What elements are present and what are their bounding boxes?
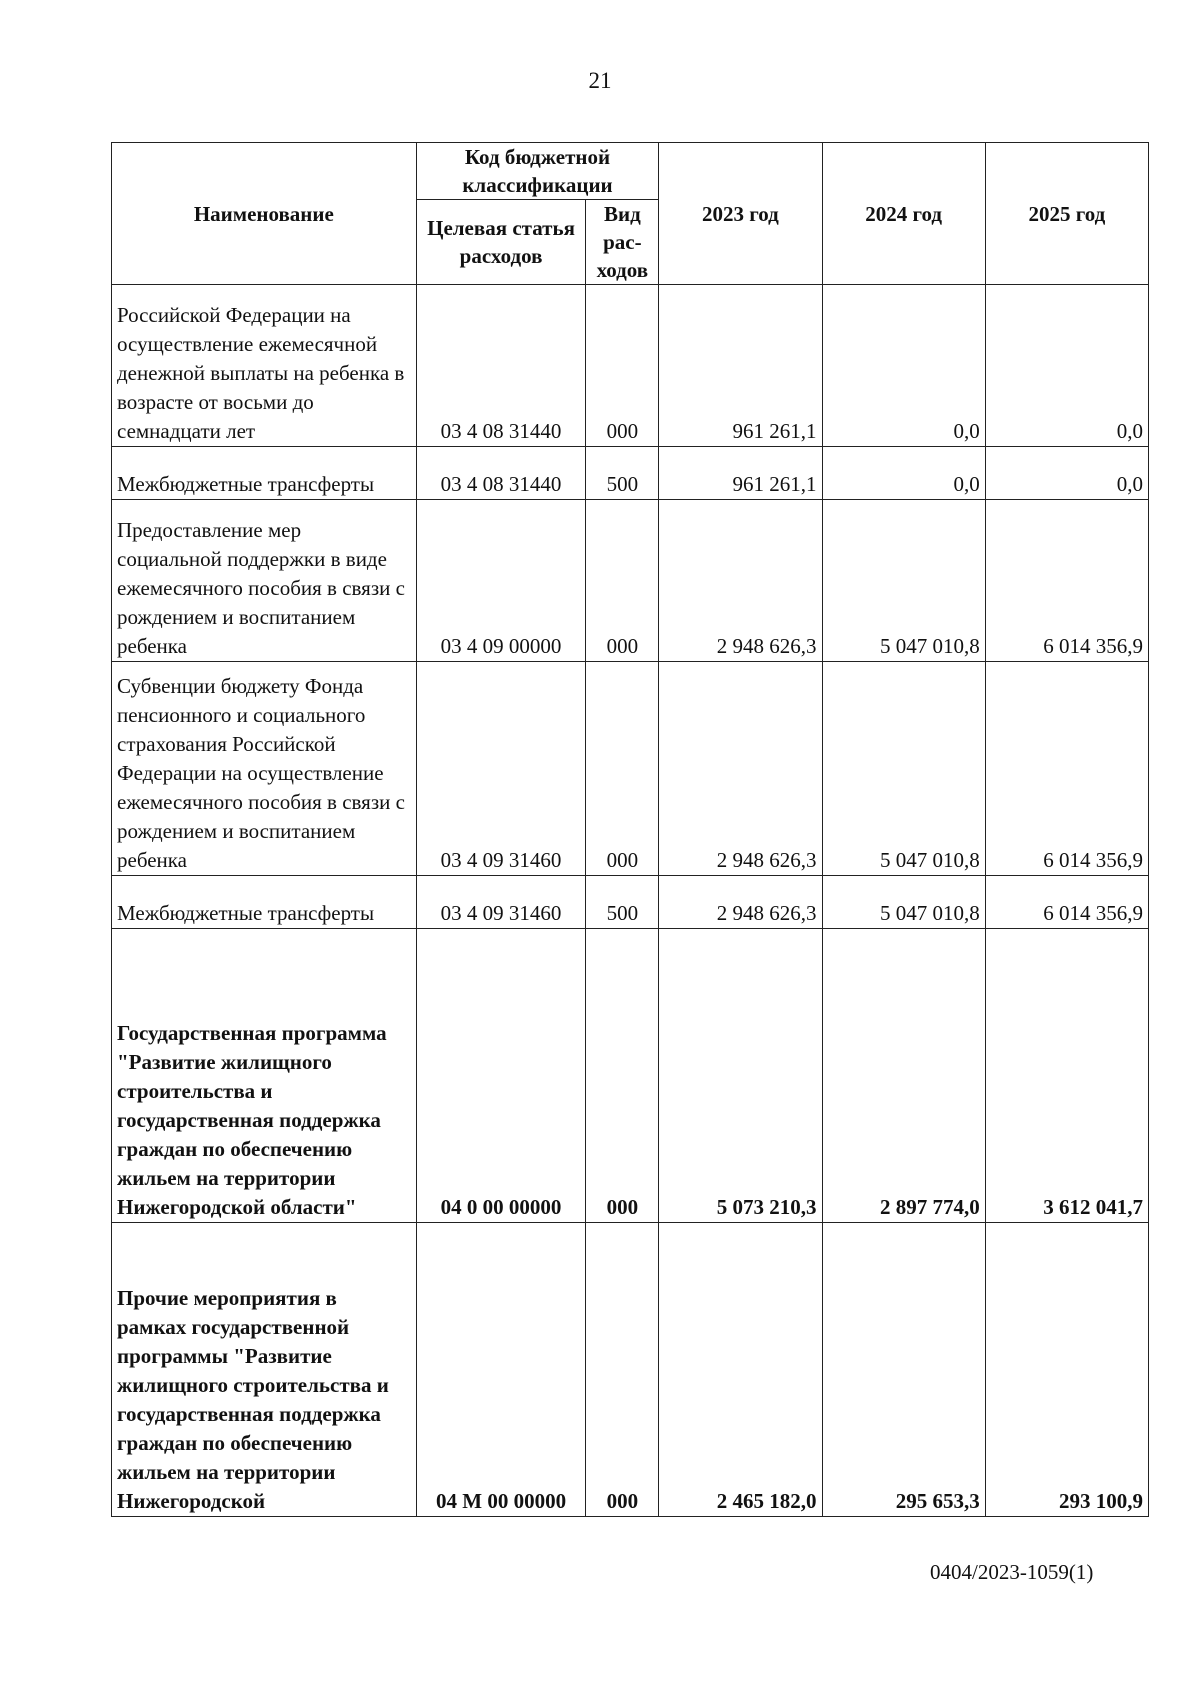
table-row <box>112 285 1149 447</box>
row-name: Межбюджетные трансферты <box>112 447 417 500</box>
row-name: Межбюджетные трансферты <box>112 876 417 929</box>
row-2023-value: 961 261,1 <box>659 447 822 500</box>
row-expense-type: 500 <box>586 876 659 929</box>
row-2023-value: 2 465 182,0 <box>659 1223 822 1517</box>
row-2024-value: 2 897 774,0 <box>822 929 985 1223</box>
row-2025-value: 6 014 356,9 <box>985 500 1148 662</box>
row-2023-value: 2 948 626,3 <box>659 876 822 929</box>
header-budget-code: Код бюджетной классификации <box>416 143 659 200</box>
row-2024-value: 5 047 010,8 <box>822 500 985 662</box>
row-2024-value: 0,0 <box>822 285 985 447</box>
row-2024-value: 5 047 010,8 <box>822 876 985 929</box>
page-number: 21 <box>588 68 612 93</box>
table-row <box>112 929 1149 1223</box>
header-expense-type: Вид рас- ходов <box>586 200 659 285</box>
row-2023-value: 5 073 210,3 <box>659 929 822 1223</box>
row-name: Прочие мероприятия в рамках государственной программы "Развитие жилищного строительства и государственная поддержка граждан по обеспечению жильем на территории Нижегородской <box>112 1223 417 1517</box>
table-row <box>112 876 1149 929</box>
row-expense-type: 000 <box>586 500 659 662</box>
table-row <box>112 447 1149 500</box>
header-target-article: Целевая статья расходов <box>416 200 586 285</box>
row-name: Субвенции бюджету Фонда пенсионного и социального страхования Российской Федерации на осуществление ежемесячного пособия в связи с рождением и воспитанием ребенка <box>112 662 417 876</box>
row-2025-value: 0,0 <box>985 447 1148 500</box>
row-expense-type: 000 <box>586 929 659 1223</box>
row-target-article: 03 4 09 31460 <box>416 662 586 876</box>
header-name: Наименование <box>112 143 417 285</box>
row-target-article: 04 М 00 00000 <box>416 1223 586 1517</box>
row-name: Предоставление мер социальной поддержки в виде ежемесячного пособия в связи с рождением и воспитанием ребенка <box>112 500 417 662</box>
header-2025: 2025 год <box>985 143 1148 285</box>
row-2025-value: 293 100,9 <box>985 1223 1148 1517</box>
row-2025-value: 0,0 <box>985 285 1148 447</box>
document-code: 0404/2023-1059(1) <box>930 1560 1094 1584</box>
row-target-article: 03 4 09 00000 <box>416 500 586 662</box>
header-2024: 2024 год <box>822 143 985 285</box>
row-target-article: 04 0 00 00000 <box>416 929 586 1223</box>
row-target-article: 03 4 08 31440 <box>416 447 586 500</box>
row-expense-type: 000 <box>586 285 659 447</box>
row-expense-type: 000 <box>586 1223 659 1517</box>
table-row <box>112 500 1149 662</box>
table-row <box>112 1223 1149 1517</box>
row-2024-value: 5 047 010,8 <box>822 662 985 876</box>
table-row <box>112 662 1149 876</box>
row-target-article: 03 4 08 31440 <box>416 285 586 447</box>
row-2025-value: 3 612 041,7 <box>985 929 1148 1223</box>
row-expense-type: 500 <box>586 447 659 500</box>
header-2023: 2023 год <box>659 143 822 285</box>
budget-table <box>111 142 1149 1517</box>
row-2024-value: 0,0 <box>822 447 985 500</box>
row-2025-value: 6 014 356,9 <box>985 876 1148 929</box>
row-2023-value: 2 948 626,3 <box>659 662 822 876</box>
row-name: Российской Федерации на осуществление ежемесячной денежной выплаты на ребенка в возрасте от восьми до семнадцати лет <box>112 285 417 447</box>
row-2023-value: 2 948 626,3 <box>659 500 822 662</box>
row-target-article: 03 4 09 31460 <box>416 876 586 929</box>
row-2025-value: 6 014 356,9 <box>985 662 1148 876</box>
table-body <box>112 285 1149 1517</box>
row-2023-value: 961 261,1 <box>659 285 822 447</box>
row-name: Государственная программа "Развитие жилищного строительства и государственная поддержка граждан по обеспечению жильем на территории Нижегородской области" <box>112 929 417 1223</box>
row-expense-type: 000 <box>586 662 659 876</box>
row-2024-value: 295 653,3 <box>822 1223 985 1517</box>
table-header <box>112 143 1149 285</box>
